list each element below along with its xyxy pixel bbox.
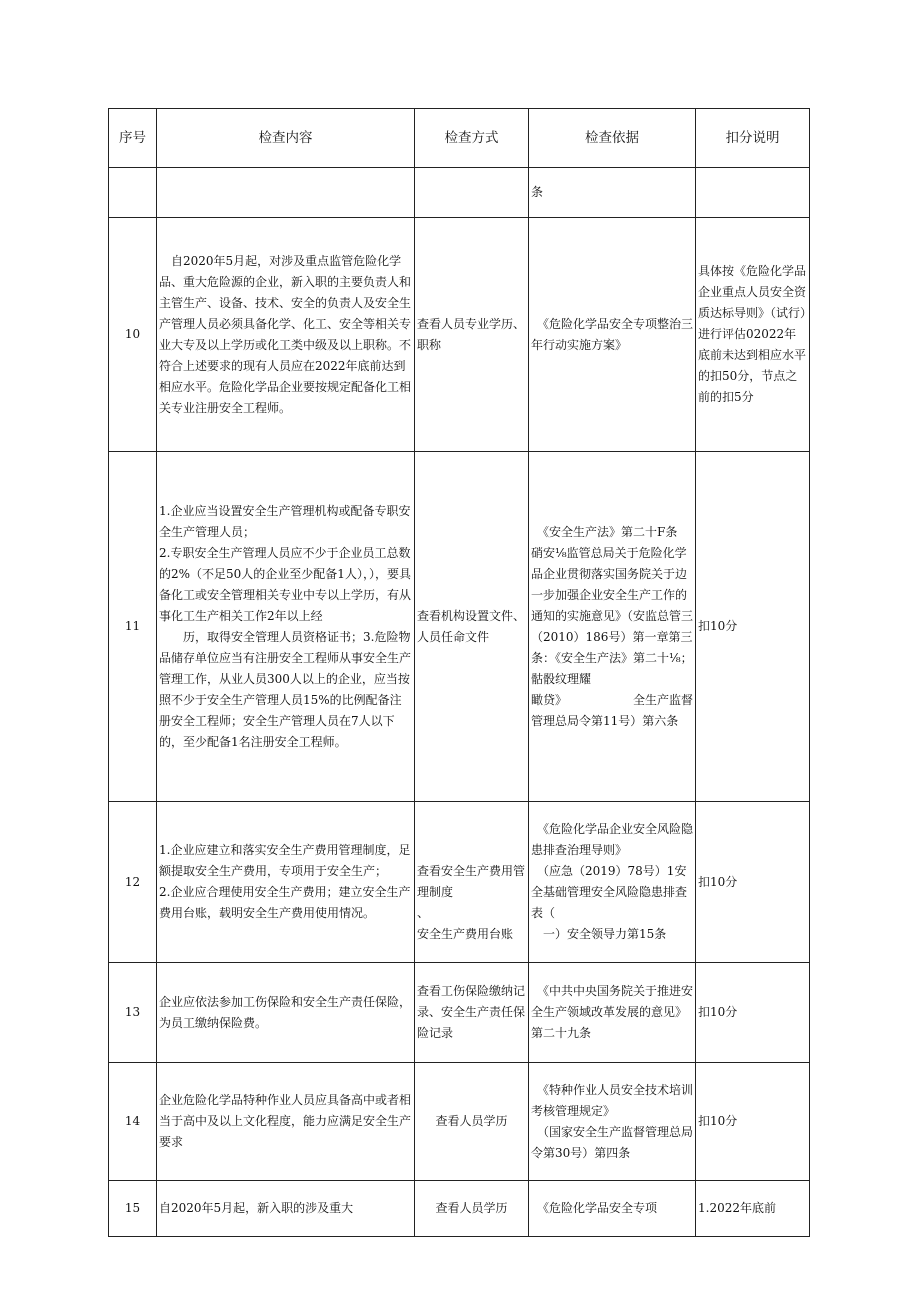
row-no: [109, 168, 157, 218]
row-deduct: 扣10分: [696, 963, 810, 1063]
row-method: 查看安全生产费用管理制度 、 安全生产费用台账: [415, 802, 529, 963]
row-no: 15: [109, 1181, 157, 1237]
row-content: 企业危险化学品特种作业人员应具备高中或者相当于高中及以上文化程度，能力应满足安全生产要求: [157, 1063, 415, 1181]
row-basis: 《危险化学品安全专项: [529, 1181, 696, 1237]
inspection-table: [108, 108, 810, 1237]
row-no: 13: [109, 963, 157, 1063]
row-deduct: 扣10分: [696, 1063, 810, 1181]
row-deduct: 1.2022年底前: [696, 1181, 810, 1237]
row-basis: 《特种作业人员安全技术培训考核管理规定》 （国家安全生产监督管理总局令第30号）第四条: [529, 1063, 696, 1181]
row-basis: 《危险化学品安全专项整治三年行动实施方案》: [529, 218, 696, 452]
row-content: 1.企业应建立和落实安全生产费用管理制度，足额提取安全生产费用，专项用于安全生产； 2.企业应合理使用安全生产费用；建立安全生产费用台账，载明安全生产费用使用情况。: [157, 802, 415, 963]
header-no: 序号: [109, 109, 157, 168]
row-method: [415, 168, 529, 218]
row-no: 10: [109, 218, 157, 452]
table-row: [109, 452, 810, 802]
row-no: 11: [109, 452, 157, 802]
table-row: [109, 218, 810, 452]
header-content: 检查内容: [157, 109, 415, 168]
header-deduct: 扣分说明: [696, 109, 810, 168]
row-deduct: 扣10分: [696, 802, 810, 963]
row-method: 查看工伤保险缴纳记录、安全生产责任保险记录: [415, 963, 529, 1063]
table-row: [109, 1063, 810, 1181]
header-method: 检查方式: [415, 109, 529, 168]
row-method: 查看人员专业学历、职称: [415, 218, 529, 452]
row-method: 查看人员学历: [415, 1181, 529, 1237]
row-content: 1.企业应当设置安全生产管理机构或配备专职安全生产管理人员； 2.专职安全生产管理人员应不少于企业员工总数的2%（不足50人的企业至少配备1人），），要具备化工或安全管理相关专业中专以上学历，有从事化工生产相关工作2年以上经 历，取得安全管理人员资格证书；3.危险物品储存单位应当有注册安全工程师从事安全生产管理工作，从业人员300人以上的企业，应当按照不少于安全生产管理人员15%的比例配备注册安全工程师；安全生产管理人员在7人以下的，至少配备1名注册安全工程师。: [157, 452, 415, 802]
table-row: [109, 168, 810, 218]
row-no: 12: [109, 802, 157, 963]
row-content: 自2020年5月起，新入职的涉及重大: [157, 1181, 415, 1237]
row-content: 自2020年5月起，对涉及重点监管危险化学品、重大危险源的企业，新入职的主要负责人和主管生产、设备、技术、安全的负责人及安全生产管理人员必须具备化学、化工、安全等相关专业大专及以上学历或化工类中级及以上职称。不符合上述要求的现有人员应在2022年底前达到相应水平。危险化学品企业要按规定配备化工相关专业注册安全工程师。: [157, 218, 415, 452]
table-header-row: [109, 109, 810, 168]
row-basis: 《安全生产法》第二十F条 硝安⅛监管总局关于危险化学品企业贯彻落实国务院关于边一步加强企业安全生产工作的通知的实施意见》（安监总管三（2010）186号）第一章第三条：《安全生产法》第二十⅛； 骷骰纹理耀 瞰贷》 全生产监督管理总局令第11号）第六条: [529, 452, 696, 802]
row-content: 企业应依法参加工伤保险和安全生产责任保险，为员工缴纳保险费。: [157, 963, 415, 1063]
row-deduct: 扣10分: [696, 452, 810, 802]
table-row: [109, 1181, 810, 1237]
row-method: 查看人员学历: [415, 1063, 529, 1181]
table-row: [109, 802, 810, 963]
row-method: 查看机构设置文件、人员任命文件: [415, 452, 529, 802]
row-basis: 条: [529, 168, 696, 218]
table-row: [109, 963, 810, 1063]
row-deduct: [696, 168, 810, 218]
row-basis: 《中共中央国务院关于推进安全生产领域改革发展的意见》第二十九条: [529, 963, 696, 1063]
row-deduct: 具体按《危险化学品企业重点人员安全资质达标导则》（试行）进行评估02022年底前未达到相应水平的扣50分，节点之前的扣5分: [696, 218, 810, 452]
row-basis: 《危险化学品企业安全风险隐患排查治理导则》 （应急（2019）78号）1安全基础管理安全风险隐患排查表（ 一）安全领导力第15条: [529, 802, 696, 963]
row-content: [157, 168, 415, 218]
row-no: 14: [109, 1063, 157, 1181]
header-basis: 检查依据: [529, 109, 696, 168]
